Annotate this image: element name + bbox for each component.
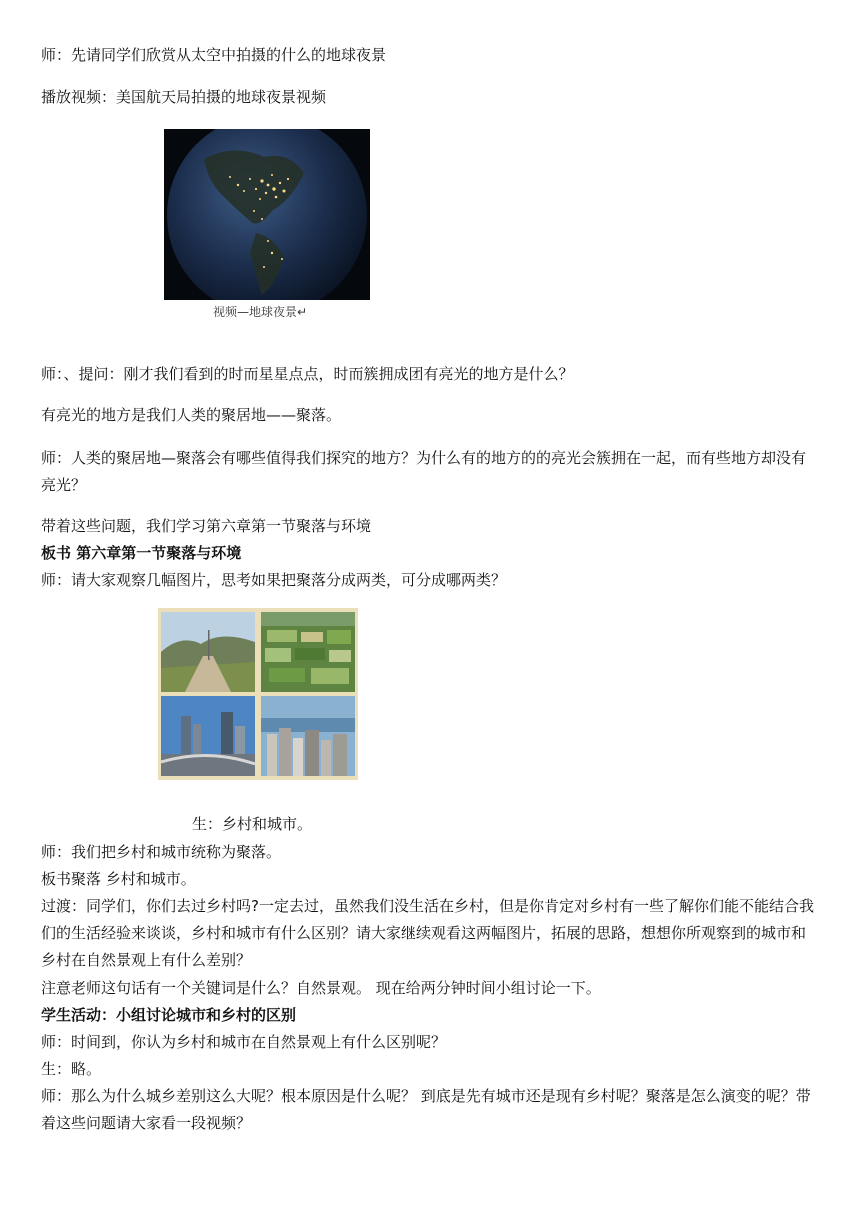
paragraph-answer-settlement: 有亮光的地方是我们人类的聚居地——聚落。	[41, 406, 342, 424]
paragraph-lesson-topic: 带着这些问题，我们学习第六章第一节聚落与环境	[41, 517, 372, 535]
settlement-image-grid	[158, 608, 358, 780]
paragraph-why-difference: 师：那么为什么城乡差别这么大呢？根本原因是什么呢？ 到底是先有城市还是现有乡村呢？聚落是怎么演变的呢？带着这些问题请大家看一段视频？	[41, 1087, 811, 1132]
paragraph-teacher-intro: 师：先请同学们欣赏从太空中拍摄的什么的地球夜景	[41, 46, 387, 64]
city-skyline-photo	[261, 696, 355, 776]
city-interchange-photo	[161, 696, 255, 776]
paragraph-teacher-explore: 师：人类的聚居地—聚落会有哪些值得我们探究的地方？为什么有的地方的的亮光会簇拥在一起，而有些地方却没有亮光？	[41, 449, 807, 494]
figure-caption-earth: 视频—地球夜景↵	[213, 305, 308, 319]
board-note-settlement: 板书聚落 乡村和城市。	[41, 870, 196, 888]
paragraph-play-video: 播放视频：美国航天局拍摄的地球夜景视频	[41, 88, 327, 106]
paragraph-question-lights: 师：、提问：刚才我们看到的时而星星点点，时而簇拥成团有亮光的地方是什么？	[41, 365, 574, 383]
paragraph-collectively-settlement: 师：我们把乡村和城市统称为聚落。	[41, 843, 282, 861]
student-answer-village-city: 生：乡村和城市。	[192, 815, 313, 833]
student-answer-omitted: 生：略。	[41, 1060, 102, 1078]
board-heading-chapter: 板书 第六章第一节聚落与环境	[41, 544, 242, 562]
paragraph-time-up-question: 师：时间到，你认为乡村和城市在自然景观上有什么区别呢？	[41, 1033, 447, 1051]
paragraph-observe-images: 师：请大家观察几幅图片，思考如果把聚落分成两类，可分成哪两类？	[41, 571, 507, 589]
village-road-photo	[161, 612, 255, 692]
paragraph-transition: 过渡：同学们，你们去过乡村吗?一定去过，虽然我们没生活在乡村，但是你肯定对乡村有一些了解你们能不能结合我们的生活经验来谈谈，乡村和城市有什么区别？请大家继续观看这两幅图片，拓展的思路，想想你所观察到的城市和乡村在自然景观上有什么差别？	[41, 897, 814, 969]
earth-night-image	[164, 129, 370, 300]
paragraph-keyword-note: 注意老师这句话有一个关键词是什么？自然景观。 现在给两分钟时间小组讨论一下。	[41, 979, 601, 997]
student-activity-heading: 学生活动：小组讨论城市和乡村的区别	[41, 1006, 297, 1024]
farmland-aerial-photo	[261, 612, 355, 692]
